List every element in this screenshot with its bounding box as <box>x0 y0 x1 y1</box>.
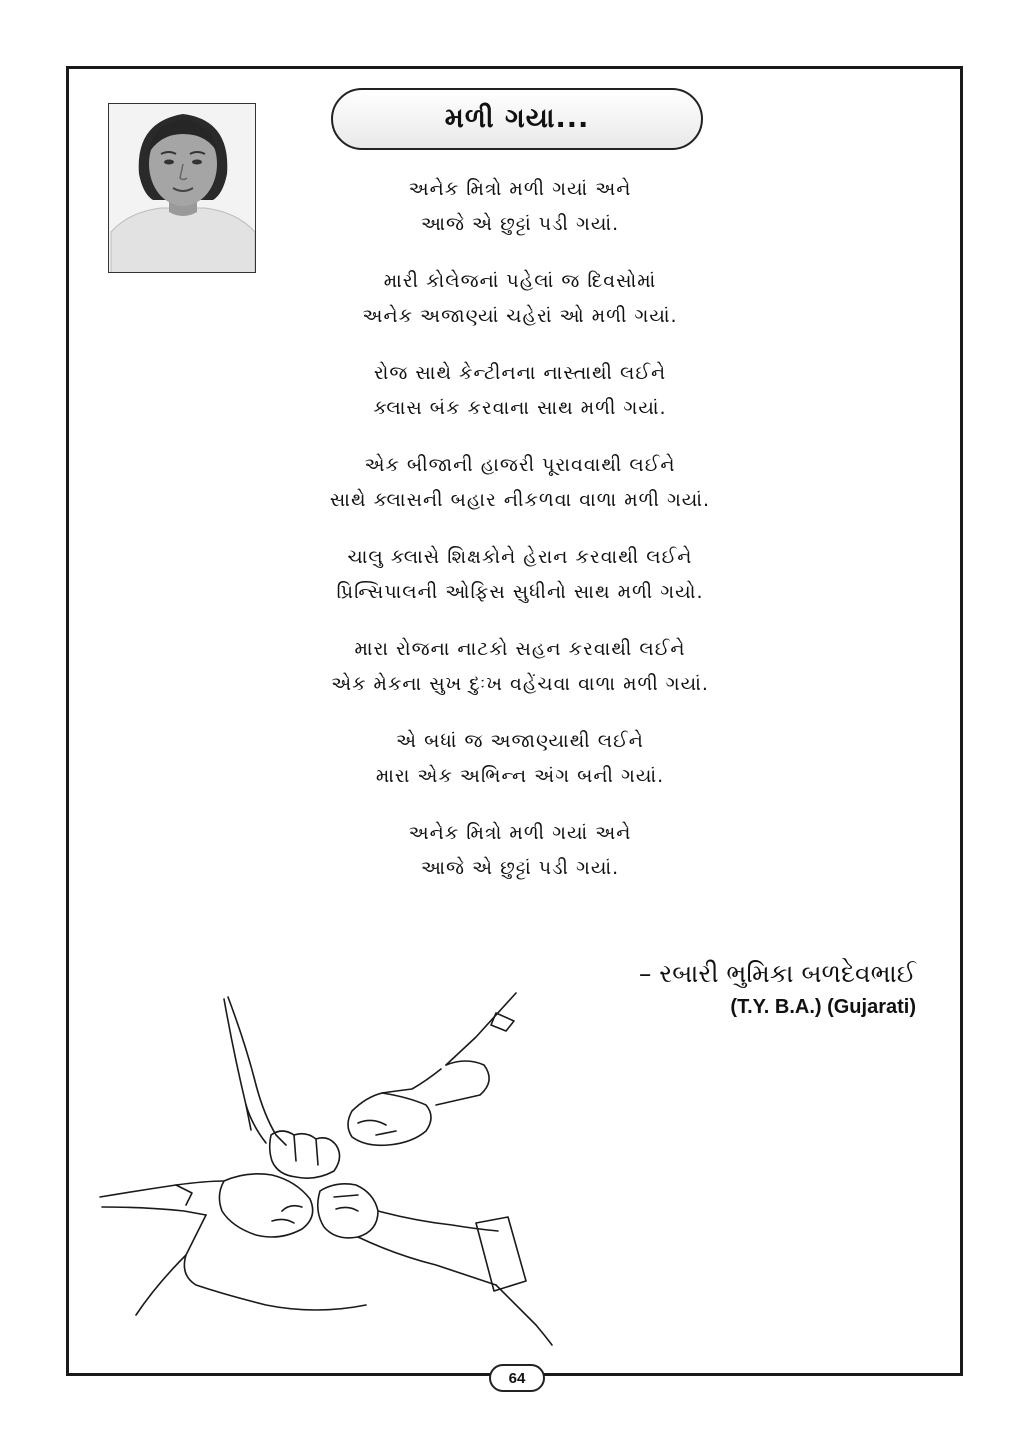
stanza-6 <box>210 632 830 702</box>
stanza-1 <box>210 172 830 242</box>
poem-line: ક્લાસ બંક કરવાના સાથ મળી ગયાં. <box>373 397 667 419</box>
stanza-4 <box>210 448 830 518</box>
poem-line: સાથે ક્લાસની બહાર નીકળવા વાળા મળી ગયાં. <box>329 489 711 511</box>
poem-line: એક મેકના સુખ દુઃખ વહેંચવા વાળા મળી ગયાં. <box>331 673 709 695</box>
author-name: – રબારી ભુમિકા બળદેવભાઈ <box>638 959 916 988</box>
poem-line: મારા એક અભિન્ન અંગ બની ગયાં. <box>375 765 665 787</box>
poem-line: અનેક અજાણ્યાં ચહેરાં ઓ મળી ગયાં. <box>362 305 678 327</box>
stanza-2 <box>210 264 830 334</box>
author-credit <box>639 955 916 1021</box>
poem-line: આજે એ છુટ્ટાં પડી ગયાં. <box>420 857 620 879</box>
stanza-3 <box>210 356 830 426</box>
poem-line: મારા રોજના નાટકો સહન કરવાથી લઈને <box>354 638 686 660</box>
poem-line: અનેક મિત્રો મળી ગયાં અને <box>408 178 632 200</box>
stanza-8 <box>210 816 830 886</box>
fist-bump-illustration <box>96 985 596 1350</box>
poem-line: એ બધાં જ અજાણ્યાથી લઈને <box>396 730 644 752</box>
poem-title-banner <box>331 88 703 150</box>
poem-line: મારી કોલેજનાં પહેલાં જ દિવસોમાં <box>383 270 657 292</box>
page-number: 64 <box>489 1364 545 1392</box>
poem-title: મળી ગયા... <box>444 103 590 134</box>
poem-body <box>210 172 830 908</box>
poem-line: પ્રિન્સિપાલની ઓફિસ સુધીનો સાથ મળી ગયો. <box>336 581 704 603</box>
poem-line: આજે એ છુટ્ટાં પડી ગયાં. <box>420 213 620 235</box>
stanza-7 <box>210 724 830 794</box>
author-class: (T.Y. B.A.) (Gujarati) <box>730 996 916 1018</box>
poem-line: અનેક મિત્રો મળી ગયાં અને <box>408 822 632 844</box>
poem-line: ચાલુ ક્લાસે શિક્ષકોને હેરાન કરવાથી લઈને <box>347 546 693 568</box>
poem-line: એક બીજાની હાજરી પૂરાવવાથી લઈને <box>364 454 676 476</box>
stanza-5 <box>210 540 830 610</box>
poem-line: રોજ સાથે કેન્ટીનના નાસ્તાથી લઈને <box>373 362 667 384</box>
